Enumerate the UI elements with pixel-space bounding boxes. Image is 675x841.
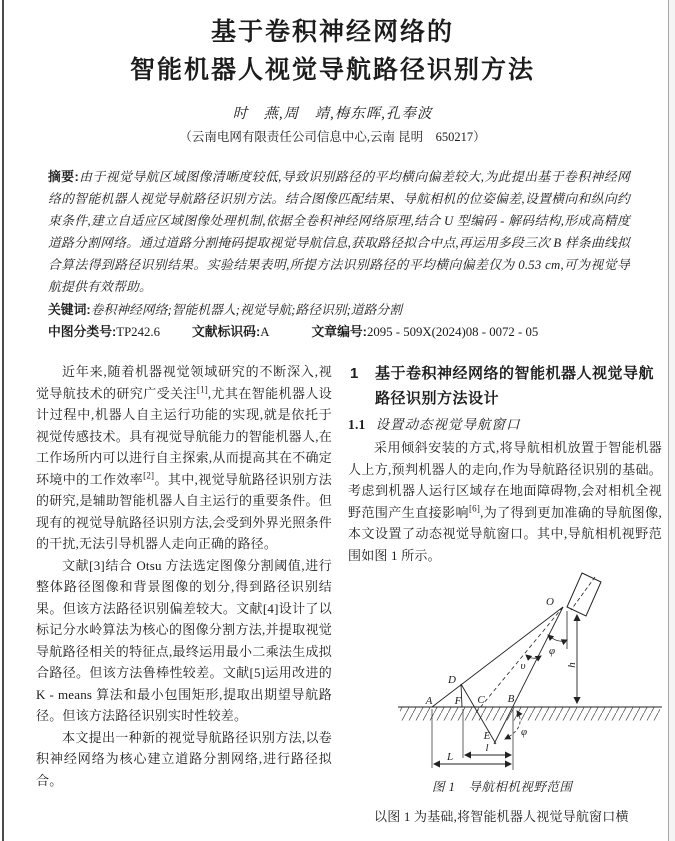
optical-axis-OC-dashed [474,607,563,715]
camera-body [567,573,601,616]
label-O: O [546,596,554,608]
section-1-title: 基于卷积神经网络的智能机器人视觉导航路径识别方法设计 [375,365,655,407]
abstract-label: 摘要: [48,169,79,184]
article-no-label: 文章编号: [311,324,367,339]
section-1-1-paragraph-2: 以图 1 为基础,将智能机器人视觉导航窗口横 [374,809,629,824]
authors: 时 燕,周 靖,梅东晖,孔奉波 [232,106,433,122]
right-column [348,361,662,566]
article-no-value: 2095 - 509X(2024)08 - 0072 - 05 [366,325,539,339]
label-C: C [477,694,485,706]
affiliation: （云南电网有限责任公司信息中心,云南 昆明 650217） [179,130,486,144]
keywords-label: 关键词: [48,302,91,317]
scan-margin-right [669,0,675,841]
intro-paragraph-3: 本文提出一种新的视觉导航路径识别方法,以卷积神经网络为核心建立道路分割网络,进行路径拟合。 [36,729,332,788]
abstract [48,166,630,298]
left-column [36,361,332,791]
paper-title-line1: 基于卷积神经网络的 [210,18,454,46]
scan-edge-right [668,0,669,841]
label-A: A [425,695,433,707]
section-1-number: 1 [350,365,359,382]
clc-group [48,321,160,340]
meta-line [48,321,648,340]
paper-title-line2: 智能机器人视觉导航路径识别方法 [129,56,535,84]
section-1-heading [348,361,662,411]
doc-code-value: A [260,325,270,339]
label-B: B [507,693,515,705]
keywords-line [48,299,630,318]
section-1-1-title: 设置动态视觉导航窗口 [375,417,521,432]
label-L: L [446,751,454,763]
figure-1-caption: 图 1 导航相机视野范围 [432,780,573,794]
label-upsilon: υ [520,660,526,672]
view-line-OBE [494,607,563,744]
intro-paragraph-2: 文献[3]结合 Otsu 方法选定图像分割阈值,进行整体路径图像和背景图像的划分,得到路径识别结果。但该方法路径识别偏差较大。文献[4]设计了以标记分水岭算法为核心的图像分割方法,并提取视觉导航路径相关的特征点,最终运用最小二乘法生成拟合路径。但该方法鲁棒性较差。文献[5]运用改进的 K - means 算法和最小包围矩形,提取出期望导航路径。但该方法路径识别实时性较差。 [36,557,332,723]
label-h: h [566,662,578,668]
clc-label: 中图分类号: [48,324,117,339]
section-1-1-heading [348,414,662,435]
doc-code-label: 文献标识码: [191,324,261,339]
keywords-text: 卷积神经网络;智能机器人;视觉导航;路径识别;道路分割 [90,303,403,317]
label-phi-bottom: φ [520,726,528,738]
abstract-text: 由于视觉导航区域图像清晰度较低,导致识别路径的平均横向偏差较大,为此提出基于卷积神经网络的智能机器人视觉导航路径识别方法。结合图像匹配结果、导航相机的位姿偏差,设置横向和纵向约束条件,建立自适应区域图像处理机制,依据全卷积神经网络原理,结合 U 型编码 - 解码结构,形成高精度道路分割网络。通过道路分割掩码提取视觉导航信息,获取路径拟合中点,再运用多段三次 B 样条曲线拟合算法得到路径识别结果。实验结果表明,所提方法识别路径的平均横向偏差仅为 0.53 cm,可为视觉导航提供有效帮助。 [48,170,630,294]
article-no-group [311,321,538,340]
label-D: D [448,674,456,686]
section-1-1-paragraph: 采用倾斜安装的方式,将导航相机放置于智能机器人上方,预判机器人的走向,作为导航路径识别的基础。考虑到机器人运行区域存在地面障碍物,会对相机全视野范围产生直接影响[6],为了得到更加准确的导航图像,本文设置了动态视觉导航窗口。其中,导航相机视野范围如图 1 所示。 [348,440,662,563]
intro-paragraph-1: 近年来,随着机器视觉领域研究的不断深入,视觉导航技术的研究广受关注[1],尤其在智能机器人设计过程中,机器人自主运行功能的实现,就是依托于视觉传感技术。具有视觉导航能力的智能机器人,在工作场所内可以进行自主探索,从而提高其在不确定环境中的工作效率[2]。其中,视觉导航路径识别方法的研究,是辅助智能机器人自主运行的重要条件。但现有的视觉导航路径识别方法,会受到外界光照条件的干扰,无法引导机器人走向正确的路径。 [36,364,332,551]
doc-code-group [192,321,270,340]
label-E: E [483,730,491,742]
label-l: l [485,742,489,754]
label-phi-top: φ [548,645,556,657]
camera-field-of-view-diagram [396,564,664,776]
section-1-1-number: 1.1 [348,417,366,432]
figure-1 [396,564,664,776]
ground-hatching [400,708,660,721]
view-line-OA [432,607,563,707]
label-F: F [454,695,462,707]
angle-phi-top-arc [548,635,567,641]
right-column-bottom [348,806,662,828]
clc-value: TP242.6 [116,325,160,339]
